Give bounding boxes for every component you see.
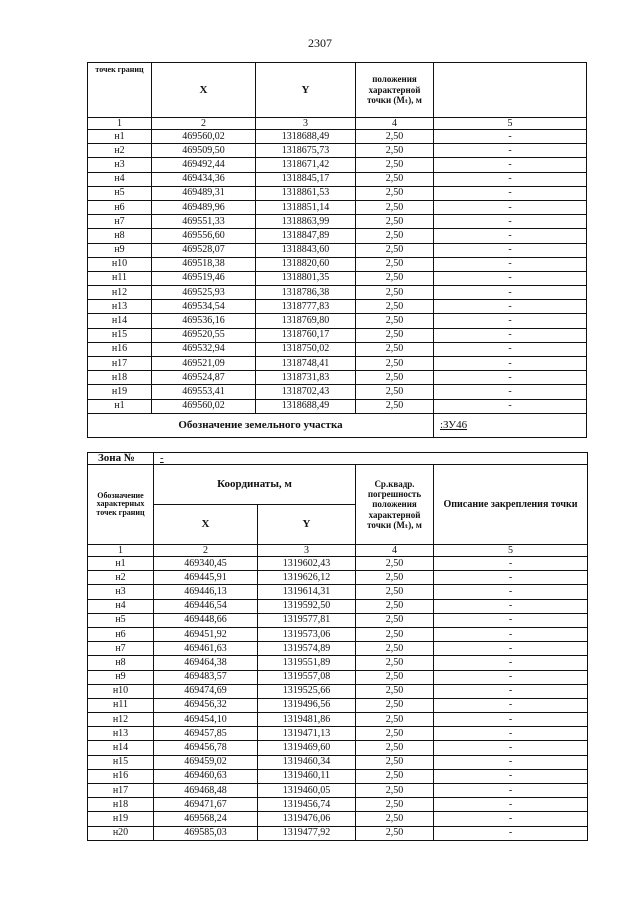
y-cell: 1318675,73	[256, 144, 356, 158]
accuracy-cell: 2,50	[356, 243, 434, 257]
point-id-cell: н8	[88, 656, 154, 670]
x-cell: 469551,33	[152, 215, 256, 229]
point-id-cell: н20	[88, 826, 154, 840]
description-cell: -	[434, 557, 588, 571]
point-id-cell: н14	[88, 741, 154, 755]
point-id-cell: н3	[88, 585, 154, 599]
point-id-cell: н12	[88, 713, 154, 727]
point-id-cell: н13	[88, 727, 154, 741]
y-cell: 1318845,17	[256, 172, 356, 186]
table-row	[88, 642, 588, 656]
col-num-2: 2	[152, 118, 256, 130]
y-cell: 1319460,05	[258, 784, 356, 798]
table-header-row	[88, 63, 587, 118]
x-cell: 469446,13	[154, 585, 258, 599]
table-row	[88, 357, 587, 371]
description-cell: -	[434, 215, 587, 229]
y-cell: 1319577,81	[258, 613, 356, 627]
table-row	[88, 684, 588, 698]
description-cell: -	[434, 571, 588, 585]
x-header: X	[152, 63, 256, 118]
x-cell: 469560,02	[152, 130, 256, 144]
y-cell: 1319481,86	[258, 713, 356, 727]
description-cell: -	[434, 684, 588, 698]
point-id-cell: н6	[88, 627, 154, 641]
accuracy-cell: 2,50	[356, 713, 434, 727]
point-id-cell: н5	[88, 186, 152, 200]
y-cell: 1318748,41	[256, 357, 356, 371]
x-cell: 469524,87	[152, 371, 256, 385]
y-cell: 1319525,66	[258, 684, 356, 698]
table-row	[88, 300, 587, 314]
x-cell: 469459,02	[154, 755, 258, 769]
point-id-cell: н18	[88, 798, 154, 812]
table-row	[88, 286, 587, 300]
y-cell: 1318750,02	[256, 342, 356, 356]
description-cell: -	[434, 769, 588, 783]
y-cell: 1318702,43	[256, 385, 356, 399]
description-cell: -	[434, 613, 588, 627]
table-row	[88, 826, 588, 840]
col-num-1: 1	[88, 118, 152, 130]
y-cell: 1318863,99	[256, 215, 356, 229]
x-cell: 469456,32	[154, 698, 258, 712]
accuracy-cell: 2,50	[356, 585, 434, 599]
accuracy-cell: 2,50	[356, 727, 434, 741]
zone-row	[88, 453, 588, 465]
y-cell: 1319614,31	[258, 585, 356, 599]
table-row	[88, 670, 588, 684]
accuracy-cell: 2,50	[356, 328, 434, 342]
point-id-cell: н15	[88, 755, 154, 769]
y-header: Y	[256, 63, 356, 118]
parcel-row	[88, 413, 587, 437]
y-cell: 1318777,83	[256, 300, 356, 314]
accuracy-cell: 2,50	[356, 571, 434, 585]
accuracy-cell: 2,50	[356, 371, 434, 385]
description-cell: -	[434, 357, 587, 371]
y-cell: 1319471,13	[258, 727, 356, 741]
y-cell: 1318769,80	[256, 314, 356, 328]
accuracy-cell: 2,50	[356, 769, 434, 783]
accuracy-cell: 2,50	[356, 257, 434, 271]
accuracy-cell: 2,50	[356, 300, 434, 314]
table-row	[88, 385, 587, 399]
description-cell: -	[434, 286, 587, 300]
accuracy-cell: 2,50	[356, 642, 434, 656]
x-cell: 469534,54	[152, 300, 256, 314]
points-header: Обозначение характерных точек границ	[88, 465, 154, 545]
x-cell: 469474,69	[154, 684, 258, 698]
x-cell: 469471,67	[154, 798, 258, 812]
point-id-cell: н2	[88, 571, 154, 585]
accuracy-cell: 2,50	[356, 613, 434, 627]
table-row	[88, 798, 588, 812]
point-id-cell: н14	[88, 314, 152, 328]
table-row	[88, 399, 587, 413]
point-id-cell: н18	[88, 371, 152, 385]
description-cell: -	[434, 158, 587, 172]
accuracy-cell: 2,50	[356, 599, 434, 613]
y-cell: 1319456,74	[258, 798, 356, 812]
x-cell: 469521,09	[152, 357, 256, 371]
accuracy-cell: 2,50	[356, 130, 434, 144]
accuracy-cell: 2,50	[356, 286, 434, 300]
accuracy-cell: 2,50	[356, 144, 434, 158]
accuracy-cell: 2,50	[356, 385, 434, 399]
y-cell: 1319551,89	[258, 656, 356, 670]
col-num-3: 3	[258, 545, 356, 557]
y-cell: 1319469,60	[258, 741, 356, 755]
description-cell: -	[434, 172, 587, 186]
description-cell: -	[434, 257, 587, 271]
zone-value: -	[154, 453, 588, 465]
x-cell: 469456,78	[154, 741, 258, 755]
point-id-cell: н19	[88, 385, 152, 399]
point-id-cell: н1	[88, 399, 152, 413]
table-row	[88, 769, 588, 783]
col-num-3: 3	[256, 118, 356, 130]
description-cell: -	[434, 385, 587, 399]
y-cell: 1319460,11	[258, 769, 356, 783]
x-cell: 469585,03	[154, 826, 258, 840]
description-cell: -	[434, 698, 588, 712]
point-id-cell: н5	[88, 613, 154, 627]
x-cell: 469568,24	[154, 812, 258, 826]
table-row	[88, 215, 587, 229]
y-cell: 1319574,89	[258, 642, 356, 656]
point-id-cell: н10	[88, 257, 152, 271]
accuracy-cell: 2,50	[356, 357, 434, 371]
table-row	[88, 698, 588, 712]
col-num-1: 1	[88, 545, 154, 557]
y-cell: 1318688,49	[256, 130, 356, 144]
table-row	[88, 144, 587, 158]
parcel-label: Обозначение земельного участка	[88, 413, 434, 437]
table-header-row	[88, 465, 588, 505]
y-cell: 1319496,56	[258, 698, 356, 712]
accuracy-cell: 2,50	[356, 200, 434, 214]
description-cell: -	[434, 130, 587, 144]
point-id-cell: н3	[88, 158, 152, 172]
y-cell: 1318786,38	[256, 286, 356, 300]
point-id-cell: н8	[88, 229, 152, 243]
col-num-4: 4	[356, 545, 434, 557]
accuracy-cell: 2,50	[356, 627, 434, 641]
x-cell: 469468,48	[154, 784, 258, 798]
y-cell: 1319592,50	[258, 599, 356, 613]
description-cell: -	[434, 342, 587, 356]
point-id-cell: н9	[88, 243, 152, 257]
table-row	[88, 130, 587, 144]
accuracy-header: положения характерной точки (Mₜ), м	[356, 63, 434, 118]
x-cell: 469492,44	[152, 158, 256, 172]
accuracy-cell: 2,50	[356, 271, 434, 285]
table-row	[88, 713, 588, 727]
table-row	[88, 172, 587, 186]
y-cell: 1318851,14	[256, 200, 356, 214]
accuracy-cell: 2,50	[356, 741, 434, 755]
x-cell: 469520,55	[152, 328, 256, 342]
description-cell: -	[434, 798, 588, 812]
accuracy-cell: 2,50	[356, 314, 434, 328]
table-row	[88, 741, 588, 755]
description-cell: -	[434, 826, 588, 840]
x-cell: 469461,63	[154, 642, 258, 656]
table-row	[88, 812, 588, 826]
x-cell: 469532,94	[152, 342, 256, 356]
x-cell: 469460,63	[154, 769, 258, 783]
x-cell: 469518,38	[152, 257, 256, 271]
table-row	[88, 371, 587, 385]
description-cell: -	[434, 599, 588, 613]
x-cell: 469451,92	[154, 627, 258, 641]
point-id-cell: н7	[88, 215, 152, 229]
table-row	[88, 599, 588, 613]
description-cell: -	[434, 585, 588, 599]
accuracy-cell: 2,50	[356, 798, 434, 812]
x-cell: 469434,36	[152, 172, 256, 186]
accuracy-cell: 2,50	[356, 755, 434, 769]
accuracy-cell: 2,50	[356, 158, 434, 172]
point-id-cell: н17	[88, 784, 154, 798]
point-id-cell: н11	[88, 698, 154, 712]
points-header: точек границ	[88, 63, 152, 118]
page-number: 2307	[308, 36, 332, 50]
table-row	[88, 229, 587, 243]
y-cell: 1318731,83	[256, 371, 356, 385]
parcel-value: :ЗУ46	[434, 413, 587, 437]
x-cell: 469536,16	[152, 314, 256, 328]
description-cell: -	[434, 229, 587, 243]
y-cell: 1319460,34	[258, 755, 356, 769]
x-cell: 469489,31	[152, 186, 256, 200]
col-num-5: 5	[434, 118, 587, 130]
point-id-cell: н4	[88, 599, 154, 613]
y-cell: 1318847,89	[256, 229, 356, 243]
point-id-cell: н2	[88, 144, 152, 158]
description-cell: -	[434, 784, 588, 798]
accuracy-cell: 2,50	[356, 656, 434, 670]
accuracy-cell: 2,50	[356, 670, 434, 684]
x-cell: 469525,93	[152, 286, 256, 300]
table-row	[88, 271, 587, 285]
point-id-cell: н19	[88, 812, 154, 826]
description-cell: -	[434, 399, 587, 413]
point-id-cell: н15	[88, 328, 152, 342]
table-row	[88, 557, 588, 571]
description-cell: -	[434, 642, 588, 656]
description-cell: -	[434, 314, 587, 328]
description-cell: -	[434, 741, 588, 755]
point-id-cell: н1	[88, 130, 152, 144]
accuracy-cell: 2,50	[356, 215, 434, 229]
y-cell: 1319602,43	[258, 557, 356, 571]
table-row	[88, 257, 587, 271]
point-id-cell: н4	[88, 172, 152, 186]
point-id-cell: н9	[88, 670, 154, 684]
y-cell: 1318760,17	[256, 328, 356, 342]
y-cell: 1319476,06	[258, 812, 356, 826]
point-id-cell: н12	[88, 286, 152, 300]
y-header: Y	[258, 505, 356, 545]
description-cell: -	[434, 627, 588, 641]
col-num-5: 5	[434, 545, 588, 557]
accuracy-cell: 2,50	[356, 784, 434, 798]
accuracy-cell: 2,50	[356, 172, 434, 186]
x-cell: 469519,46	[152, 271, 256, 285]
accuracy-cell: 2,50	[356, 186, 434, 200]
table-row	[88, 656, 588, 670]
description-cell: -	[434, 300, 587, 314]
x-cell: 469457,85	[154, 727, 258, 741]
coordinates-table-1	[87, 62, 587, 438]
y-cell: 1318843,60	[256, 243, 356, 257]
table-row	[88, 571, 588, 585]
point-id-cell: н16	[88, 342, 152, 356]
x-cell: 469454,10	[154, 713, 258, 727]
coordinates-table-2	[87, 452, 588, 841]
column-number-row	[88, 545, 588, 557]
table-row	[88, 314, 587, 328]
x-cell: 469483,57	[154, 670, 258, 684]
table-row	[88, 585, 588, 599]
y-cell: 1318861,53	[256, 186, 356, 200]
table-row	[88, 755, 588, 769]
description-cell: -	[434, 713, 588, 727]
table-row	[88, 328, 587, 342]
description-cell: -	[434, 670, 588, 684]
description-cell: -	[434, 144, 587, 158]
coords-header: Координаты, м	[154, 465, 356, 505]
x-cell: 469445,91	[154, 571, 258, 585]
table-row	[88, 158, 587, 172]
x-cell: 469340,45	[154, 557, 258, 571]
y-cell: 1318801,35	[256, 271, 356, 285]
description-cell: -	[434, 727, 588, 741]
point-id-cell: н13	[88, 300, 152, 314]
point-id-cell: н11	[88, 271, 152, 285]
x-cell: 469489,96	[152, 200, 256, 214]
accuracy-cell: 2,50	[356, 229, 434, 243]
table-row	[88, 342, 587, 356]
y-cell: 1319477,92	[258, 826, 356, 840]
x-cell: 469464,38	[154, 656, 258, 670]
column-number-row	[88, 118, 587, 130]
y-cell: 1319626,12	[258, 571, 356, 585]
accuracy-cell: 2,50	[356, 812, 434, 826]
table-row	[88, 784, 588, 798]
accuracy-cell: 2,50	[356, 826, 434, 840]
accuracy-header: Ср.квадр. погрешность положения характерной точки (Mₜ), м	[356, 465, 434, 545]
point-id-cell: н6	[88, 200, 152, 214]
x-cell: 469556,60	[152, 229, 256, 243]
accuracy-cell: 2,50	[356, 698, 434, 712]
description-header	[434, 63, 587, 118]
table-row	[88, 186, 587, 200]
table-row	[88, 627, 588, 641]
x-cell: 469528,07	[152, 243, 256, 257]
description-cell: -	[434, 186, 587, 200]
description-cell: -	[434, 200, 587, 214]
description-cell: -	[434, 656, 588, 670]
y-cell: 1318688,49	[256, 399, 356, 413]
description-cell: -	[434, 371, 587, 385]
point-id-cell: н7	[88, 642, 154, 656]
point-id-cell: н1	[88, 557, 154, 571]
description-cell: -	[434, 755, 588, 769]
x-cell: 469448,66	[154, 613, 258, 627]
accuracy-cell: 2,50	[356, 684, 434, 698]
zone-label: Зона №	[88, 453, 154, 465]
table-row	[88, 613, 588, 627]
x-cell: 469553,41	[152, 385, 256, 399]
y-cell: 1319573,06	[258, 627, 356, 641]
table-row	[88, 243, 587, 257]
table-row	[88, 727, 588, 741]
description-header: Описание закрепления точки	[434, 465, 588, 545]
y-cell: 1318671,42	[256, 158, 356, 172]
x-cell: 469509,50	[152, 144, 256, 158]
description-cell: -	[434, 328, 587, 342]
description-cell: -	[434, 271, 587, 285]
x-cell: 469560,02	[152, 399, 256, 413]
accuracy-cell: 2,50	[356, 342, 434, 356]
col-num-2: 2	[154, 545, 258, 557]
accuracy-cell: 2,50	[356, 399, 434, 413]
x-cell: 469446,54	[154, 599, 258, 613]
table-row	[88, 200, 587, 214]
x-header: X	[154, 505, 258, 545]
accuracy-cell: 2,50	[356, 557, 434, 571]
description-cell: -	[434, 812, 588, 826]
point-id-cell: н10	[88, 684, 154, 698]
point-id-cell: н16	[88, 769, 154, 783]
description-cell: -	[434, 243, 587, 257]
y-cell: 1318820,60	[256, 257, 356, 271]
point-id-cell: н17	[88, 357, 152, 371]
y-cell: 1319557,08	[258, 670, 356, 684]
col-num-4: 4	[356, 118, 434, 130]
